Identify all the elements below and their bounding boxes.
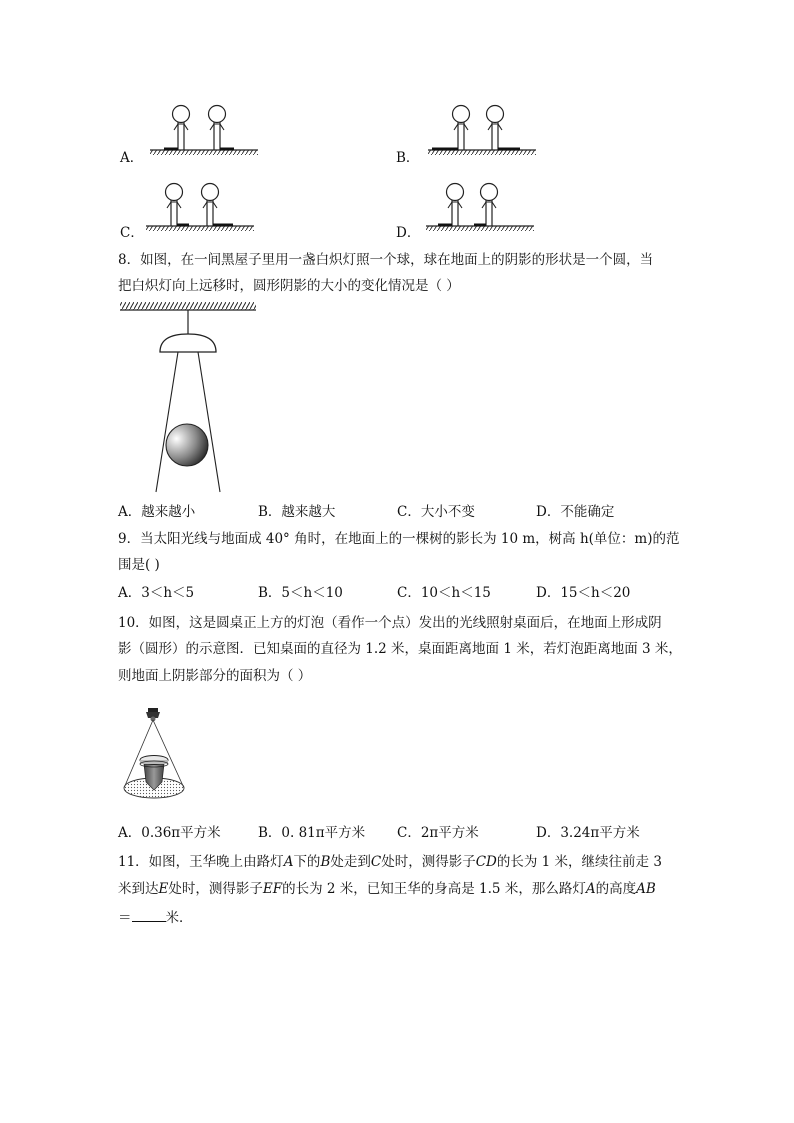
q7-option-b-label: B．	[396, 150, 420, 166]
q7-figure-c	[146, 176, 256, 236]
q11-answer-blank[interactable]	[132, 907, 166, 922]
q8-option-c: C．大小不变	[397, 504, 475, 520]
q9-option-a: A．3＜h＜5	[118, 585, 195, 601]
q7-option-a-label: A．	[120, 150, 144, 166]
q10-round-table-figure	[118, 702, 198, 804]
q7-option-d-label: D．	[396, 225, 421, 241]
q7-option-c-label: C．	[120, 225, 144, 241]
q8-option-d: D．不能确定	[536, 504, 615, 520]
q9-text-line-2: 围是( )	[118, 557, 160, 573]
q9-option-d: D．15＜h＜20	[536, 585, 631, 601]
q10-text-line-3: 则地面上阴影部分的面积为（ ）	[118, 668, 312, 684]
q10-text-line-2: 影（圆形）的示意图．已知桌面的直径为 1.2 米，桌面距离地面 1 米，若灯泡距离地面 3 米，	[118, 641, 682, 657]
q7-figure-b	[428, 100, 538, 160]
q8-text-line-2: 把白炽灯向上远移时，圆形阴影的大小的变化情况是（ ）	[118, 278, 460, 294]
q11-text-line-3: ＝ 米．	[118, 907, 193, 927]
q9-option-b: B．5＜h＜10	[258, 585, 343, 601]
q9-text-line-1: 9．当太阳光线与地面成 40° 角时，在地面上的一棵树的影长为 10 m，树高 h(单位：m)的范	[118, 531, 680, 547]
q7-figure-a	[150, 100, 260, 160]
q8-lamp-ball-figure	[118, 302, 263, 497]
q11-text-line-2: 米到达E处时，测得影子EF的长为 2 米，已知王华的身高是 1.5 米，那么路灯A的高度AB	[118, 881, 656, 897]
q10-option-d: D．3.24π平方米	[536, 825, 640, 841]
q11-text-line-1: 11．如图，王华晚上由路灯A下的B处走到C处时，测得影子CD的长为 1 米，继续往前走 3	[118, 854, 662, 870]
q8-text-line-1: 8．如图，在一间黑屋子里用一盏白炽灯照一个球，球在地面上的阴影的形状是一个圆，当	[118, 252, 654, 268]
q8-option-a: A．越来越小	[118, 504, 196, 520]
q10-option-a: A．0.36π平方米	[118, 825, 221, 841]
q9-option-c: C．10＜h＜15	[397, 585, 491, 601]
q10-option-b: B．0. 81π平方米	[258, 825, 366, 841]
q10-option-c: C．2π平方米	[397, 825, 479, 841]
q8-option-b: B．越来越大	[258, 504, 336, 520]
q10-text-line-1: 10．如图，这是圆桌正上方的灯泡（看作一个点）发出的光线照射桌面后，在地面上形成阴	[118, 615, 662, 631]
q7-figure-d	[426, 176, 536, 236]
